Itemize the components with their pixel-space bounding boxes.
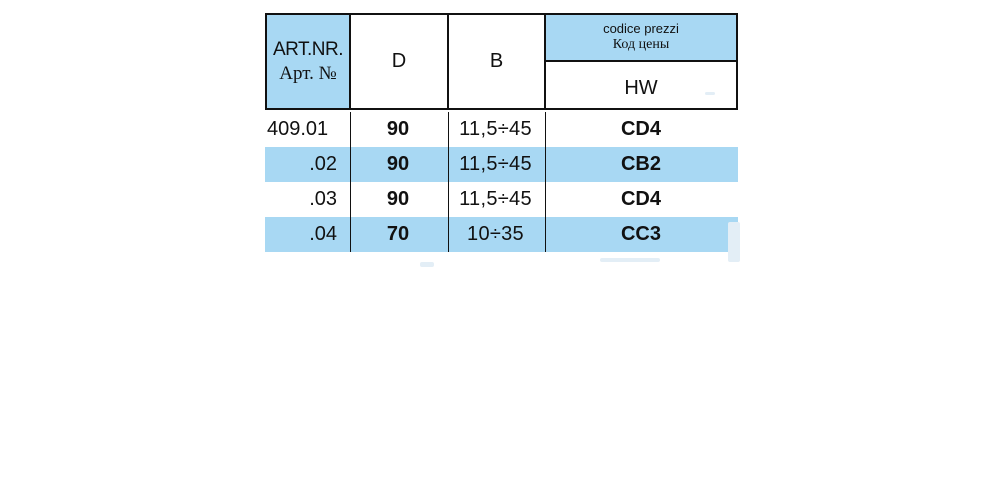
cell-art: .02 bbox=[309, 153, 337, 175]
price-table bbox=[265, 13, 738, 252]
scan-artifact bbox=[600, 258, 660, 262]
cell-art: .03 bbox=[309, 188, 337, 210]
cell-price: CB2 bbox=[620, 153, 661, 175]
header-b: B bbox=[449, 15, 546, 108]
cell-d: 90 bbox=[386, 118, 410, 140]
cell-d: 90 bbox=[386, 188, 410, 210]
header-article-number bbox=[267, 15, 351, 108]
cell-price: CC3 bbox=[620, 223, 661, 245]
table-row bbox=[265, 147, 738, 182]
table-row bbox=[265, 112, 738, 147]
table-body bbox=[265, 112, 738, 252]
scan-artifact bbox=[728, 222, 740, 262]
table-header bbox=[265, 13, 738, 110]
cell-price: CD4 bbox=[620, 118, 661, 140]
header-art-cyrillic: Арт. № bbox=[279, 62, 337, 84]
column-divider bbox=[448, 112, 449, 252]
cell-art: 409.01 bbox=[267, 118, 329, 140]
scan-artifact bbox=[705, 92, 715, 95]
column-divider bbox=[545, 112, 546, 252]
cell-art: .04 bbox=[309, 223, 337, 245]
cell-d: 90 bbox=[386, 153, 410, 175]
header-art-latin: ART.NR. bbox=[272, 38, 344, 60]
cell-b: 11,5÷45 bbox=[459, 153, 532, 175]
cell-price: CD4 bbox=[620, 188, 661, 210]
scan-artifact bbox=[420, 262, 434, 267]
cell-b: 11,5÷45 bbox=[459, 118, 532, 140]
header-d: D bbox=[351, 15, 449, 108]
cell-b: 10÷35 bbox=[467, 223, 524, 245]
table-row bbox=[265, 217, 738, 252]
cell-d: 70 bbox=[386, 223, 410, 245]
cell-b: 11,5÷45 bbox=[459, 188, 532, 210]
header-hw: HW bbox=[624, 76, 658, 99]
header-price-code-title bbox=[546, 15, 736, 62]
table-row bbox=[265, 182, 738, 217]
column-divider bbox=[350, 112, 351, 252]
header-price-it: codice prezzi bbox=[603, 21, 679, 37]
header-price-ru: Код цены bbox=[612, 36, 670, 52]
